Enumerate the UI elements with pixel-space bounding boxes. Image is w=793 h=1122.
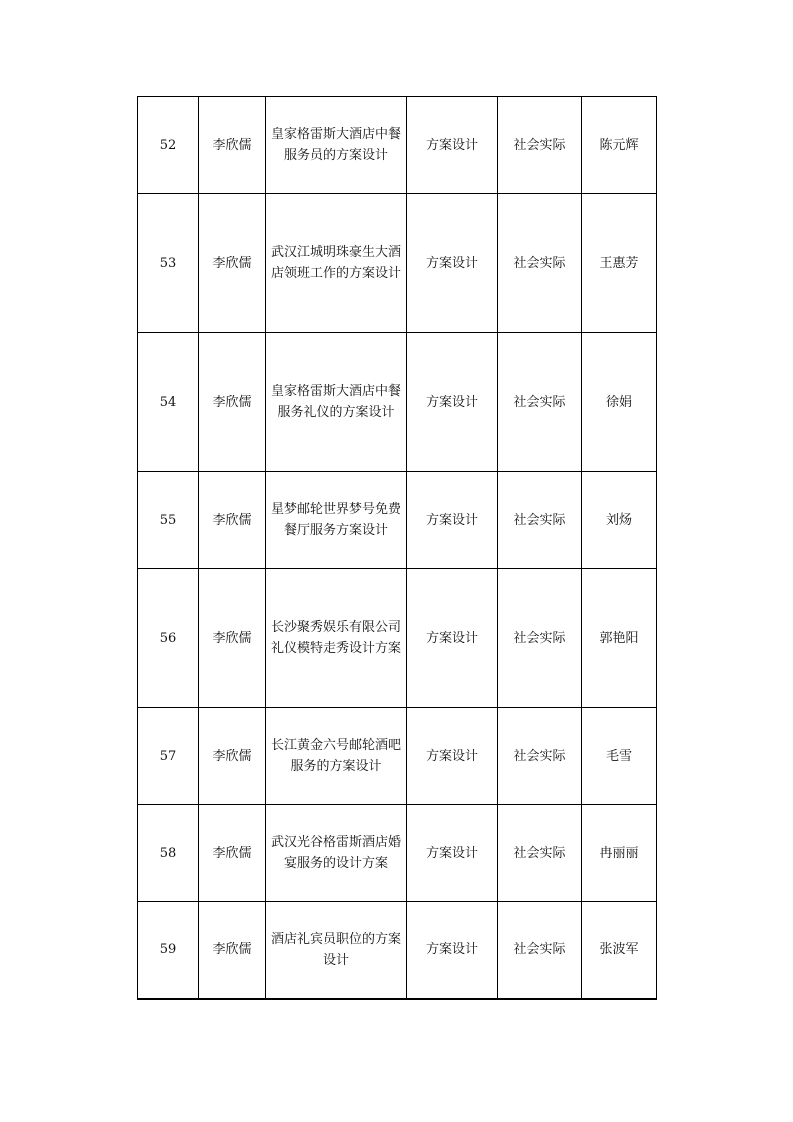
topic-title-cell <box>266 333 407 472</box>
advisor-name: 冉丽丽 <box>582 805 657 902</box>
row-number: 58 <box>138 805 199 902</box>
advisor-name: 毛雪 <box>582 708 657 805</box>
student-name: 李欣儒 <box>199 97 266 194</box>
student-name: 李欣儒 <box>199 902 266 999</box>
advisor-name: 张波军 <box>582 902 657 999</box>
topic-title: 长沙聚秀娱乐有限公司礼仪模特走秀设计方案 <box>270 620 401 656</box>
topic-title: 武汉光谷格雷斯酒店婚宴服务的设计方案 <box>270 835 401 871</box>
topic-type: 方案设计 <box>407 333 498 472</box>
row-number: 54 <box>138 333 199 472</box>
student-name: 李欣儒 <box>199 194 266 333</box>
topic-title-cell <box>266 194 407 333</box>
row-number: 55 <box>138 472 199 569</box>
table-row <box>138 569 657 708</box>
topic-type: 方案设计 <box>407 97 498 194</box>
topic-source: 社会实际 <box>498 194 582 333</box>
topic-source: 社会实际 <box>498 472 582 569</box>
topic-type: 方案设计 <box>407 472 498 569</box>
table-row <box>138 708 657 805</box>
student-name: 李欣儒 <box>199 708 266 805</box>
topic-source: 社会实际 <box>498 805 582 902</box>
topic-title-cell <box>266 97 407 194</box>
row-number: 52 <box>138 97 199 194</box>
table-row <box>138 902 657 999</box>
topic-title-cell <box>266 569 407 708</box>
student-name: 李欣儒 <box>199 805 266 902</box>
topic-type: 方案设计 <box>407 708 498 805</box>
topic-title: 酒店礼宾员职位的方案设计 <box>270 931 401 968</box>
advisor-name: 刘炀 <box>582 472 657 569</box>
row-number: 53 <box>138 194 199 333</box>
row-number: 59 <box>138 902 199 999</box>
student-name: 李欣儒 <box>199 472 266 569</box>
row-number: 56 <box>138 569 199 708</box>
topic-title: 皇家格雷斯大酒店中餐服务员的方案设计 <box>270 127 401 163</box>
topic-title-cell <box>266 805 407 902</box>
topic-title: 星梦邮轮世界梦号免费餐厅服务方案设计 <box>270 502 401 538</box>
table-row <box>138 472 657 569</box>
topic-title-cell <box>266 472 407 569</box>
topic-type: 方案设计 <box>407 569 498 708</box>
table-row <box>138 97 657 194</box>
table-row <box>138 333 657 472</box>
topic-title: 武汉江城明珠豪生大酒店领班工作的方案设计 <box>270 245 401 281</box>
student-name: 李欣儒 <box>199 569 266 708</box>
topic-source: 社会实际 <box>498 97 582 194</box>
advisor-name: 郭艳阳 <box>582 569 657 708</box>
advisor-name: 陈元辉 <box>582 97 657 194</box>
table-row <box>138 194 657 333</box>
topic-type: 方案设计 <box>407 194 498 333</box>
advisor-name: 徐娟 <box>582 333 657 472</box>
row-number: 57 <box>138 708 199 805</box>
topic-source: 社会实际 <box>498 569 582 708</box>
topic-source: 社会实际 <box>498 902 582 999</box>
topic-title-cell <box>266 902 407 999</box>
thesis-topic-table <box>137 96 657 1000</box>
topic-title-cell <box>266 708 407 805</box>
student-name: 李欣儒 <box>199 333 266 472</box>
topic-type: 方案设计 <box>407 805 498 902</box>
topic-type: 方案设计 <box>407 902 498 999</box>
topic-source: 社会实际 <box>498 708 582 805</box>
topic-title: 长江黄金六号邮轮酒吧服务的方案设计 <box>270 738 401 774</box>
topic-source: 社会实际 <box>498 333 582 472</box>
advisor-name: 王惠芳 <box>582 194 657 333</box>
topic-title: 皇家格雷斯大酒店中餐服务礼仪的方案设计 <box>270 384 401 420</box>
table-row <box>138 805 657 902</box>
